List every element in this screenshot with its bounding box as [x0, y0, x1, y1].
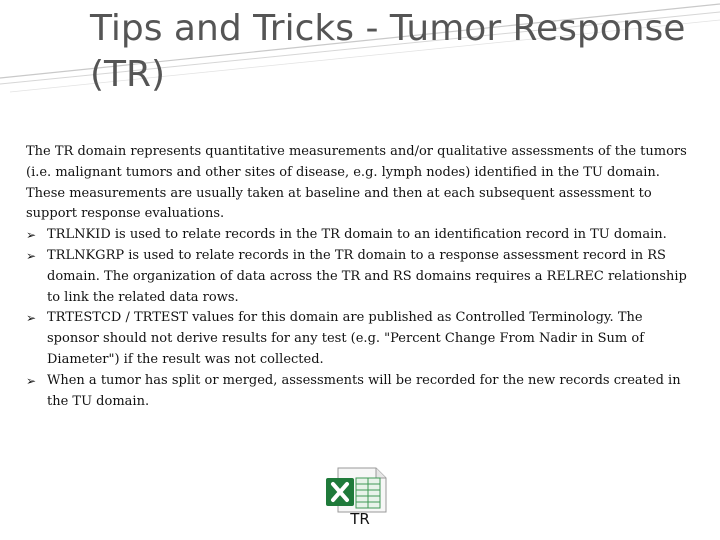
arrow-bullet-icon: ➢ — [26, 373, 37, 388]
bullet-text: TRLNKGRP is used to relate records in the TR domain to a response assessment record in RS domain. The organization of data across the TR and RS domains requires a RELREC relationship to link the related data rows. — [47, 247, 687, 305]
slide-body — [26, 142, 694, 412]
bullet-item — [26, 225, 694, 246]
slide-title: Tips and Tricks - Tumor Response (TR) — [90, 8, 686, 95]
bullet-text: TRLNKID is used to relate records in the TR domain to an identification record in TU domain. — [47, 227, 667, 243]
bullet-text: TRTESTCD / TRTEST values for this domain are published as Controlled Terminology. The sponsor should not derive results for any test (e.g. "Percent Change From Nadir in Sum of Diameter") if the result was not collected. — [47, 310, 645, 367]
intro-paragraph: The TR domain represents quantitative measurements and/or qualitative assessments of the tumors (i.e. malignant tumors and other sites of disease, e.g. lymph nodes) identified in the TU domain. These measurements are usually taken at baseline and then at each subsequent assessment to support response evaluations. — [26, 144, 687, 222]
bullet-list — [26, 225, 694, 412]
arrow-bullet-icon: ➢ — [26, 228, 37, 243]
attachment-label: TR — [350, 510, 370, 528]
arrow-bullet-icon: ➢ — [26, 248, 37, 263]
bullet-text: When a tumor has split or merged, assessments will be recorded for the new records created in the TU domain. — [47, 372, 681, 409]
bullet-item — [26, 308, 694, 370]
arrow-bullet-icon: ➢ — [26, 311, 37, 326]
bullet-item — [26, 246, 694, 308]
bullet-item — [26, 371, 694, 413]
